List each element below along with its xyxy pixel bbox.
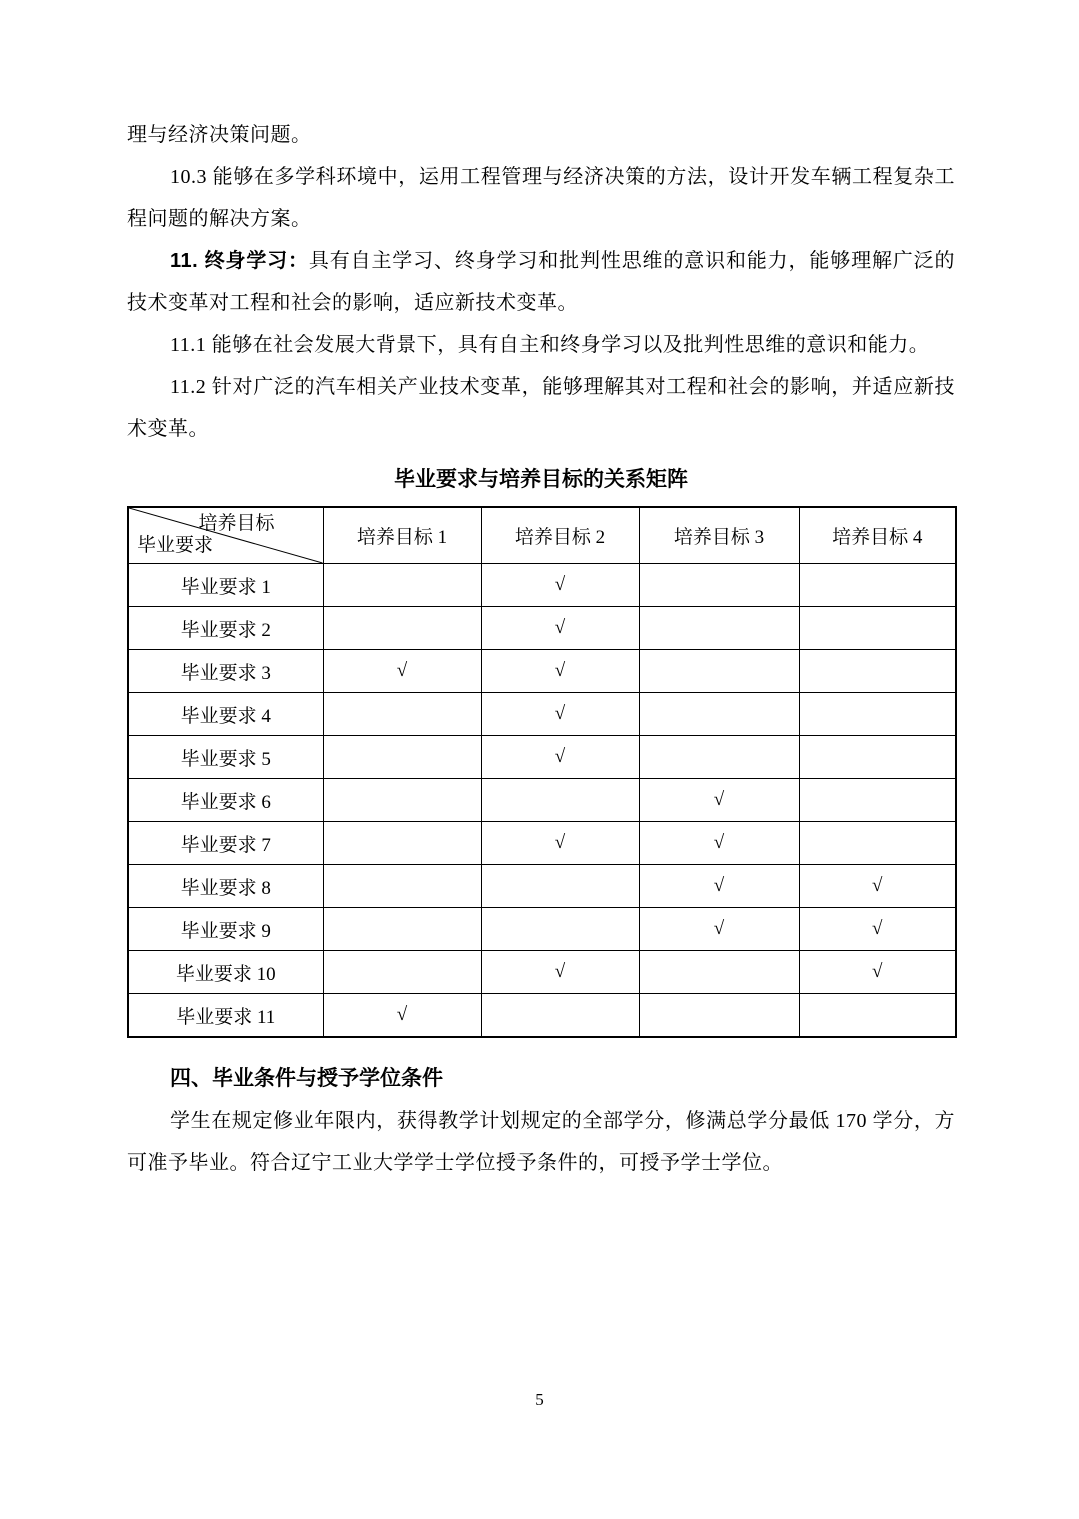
check-mark-cell: √ bbox=[481, 693, 639, 736]
empty-cell bbox=[481, 779, 639, 822]
empty-cell bbox=[323, 951, 481, 994]
check-mark-cell: √ bbox=[639, 779, 799, 822]
empty-cell bbox=[799, 779, 956, 822]
check-mark-cell: √ bbox=[323, 650, 481, 693]
document-content bbox=[127, 114, 955, 1184]
paragraph-graduation-conditions bbox=[127, 1100, 955, 1184]
empty-cell bbox=[481, 994, 639, 1038]
table-row bbox=[128, 693, 956, 736]
paragraph-11-1 bbox=[127, 324, 955, 366]
check-mark-cell: √ bbox=[639, 908, 799, 951]
check-mark-cell: √ bbox=[481, 650, 639, 693]
table-row bbox=[128, 564, 956, 607]
empty-cell bbox=[323, 779, 481, 822]
empty-cell bbox=[799, 650, 956, 693]
row-label: 毕业要求 7 bbox=[128, 822, 323, 865]
empty-cell bbox=[639, 650, 799, 693]
table-row bbox=[128, 650, 956, 693]
section-heading: 四、毕业条件与授予学位条件 bbox=[170, 1067, 443, 1090]
relation-matrix-table bbox=[127, 506, 957, 1038]
empty-cell bbox=[323, 822, 481, 865]
column-header-objective-4: 培养目标 4 bbox=[799, 507, 956, 564]
empty-cell bbox=[323, 564, 481, 607]
check-mark-cell: √ bbox=[481, 951, 639, 994]
empty-cell bbox=[323, 908, 481, 951]
empty-cell bbox=[799, 693, 956, 736]
row-label: 毕业要求 3 bbox=[128, 650, 323, 693]
check-mark-cell: √ bbox=[639, 822, 799, 865]
check-mark-cell: √ bbox=[481, 822, 639, 865]
paragraph-lead-bold: 11. 终身学习： bbox=[170, 250, 309, 272]
check-mark-cell: √ bbox=[481, 564, 639, 607]
table-title: 毕业要求与培养目标的关系矩阵 bbox=[394, 468, 688, 491]
empty-cell bbox=[639, 607, 799, 650]
table-row bbox=[128, 908, 956, 951]
paragraph-text: 11.2 针对广泛的汽车相关产业技术变革，能够理解其对工程和社会的影响，并适应新技术变革。 bbox=[127, 376, 955, 440]
paragraph-text: 10.3 能够在多学科环境中，运用工程管理与经济决策的方法，设计开发车辆工程复杂工程问题的解决方案。 bbox=[127, 166, 955, 230]
paragraph-text: 理与经济决策问题。 bbox=[127, 124, 312, 146]
check-mark-cell: √ bbox=[799, 908, 956, 951]
paragraph-text: 11.1 能够在社会发展大背景下，具有自主和终身学习以及批判性思维的意识和能力。 bbox=[170, 334, 930, 356]
empty-cell bbox=[323, 693, 481, 736]
check-mark-cell: √ bbox=[799, 951, 956, 994]
table-header-row bbox=[128, 507, 956, 564]
empty-cell bbox=[799, 607, 956, 650]
table-row bbox=[128, 779, 956, 822]
check-mark-cell: √ bbox=[799, 865, 956, 908]
table-row bbox=[128, 736, 956, 779]
table-row bbox=[128, 607, 956, 650]
table-row bbox=[128, 951, 956, 994]
empty-cell bbox=[799, 736, 956, 779]
row-label: 毕业要求 5 bbox=[128, 736, 323, 779]
table-row bbox=[128, 994, 956, 1038]
paragraph-text: 学生在规定修业年限内，获得教学计划规定的全部学分，修满总学分最低 170 学分，方可准予毕业。符合辽宁工业大学学士学位授予条件的，可授予学士学位。 bbox=[127, 1110, 955, 1174]
column-header-objective-3: 培养目标 3 bbox=[639, 507, 799, 564]
check-mark-cell: √ bbox=[639, 865, 799, 908]
row-label: 毕业要求 10 bbox=[128, 951, 323, 994]
row-label: 毕业要求 2 bbox=[128, 607, 323, 650]
empty-cell bbox=[481, 865, 639, 908]
empty-cell bbox=[639, 693, 799, 736]
check-mark-cell: √ bbox=[481, 736, 639, 779]
table-row bbox=[128, 822, 956, 865]
paragraph-continuation bbox=[127, 114, 955, 156]
check-mark-cell: √ bbox=[323, 994, 481, 1038]
row-label: 毕业要求 8 bbox=[128, 865, 323, 908]
column-header-objective-1: 培养目标 1 bbox=[323, 507, 481, 564]
paragraph-11 bbox=[127, 240, 955, 324]
empty-cell bbox=[799, 994, 956, 1038]
row-label: 毕业要求 9 bbox=[128, 908, 323, 951]
empty-cell bbox=[639, 951, 799, 994]
paragraph-11-2 bbox=[127, 366, 955, 450]
empty-cell bbox=[639, 564, 799, 607]
row-label: 毕业要求 1 bbox=[128, 564, 323, 607]
table-row bbox=[128, 865, 956, 908]
corner-label-objectives: 培养目标 bbox=[198, 513, 275, 534]
empty-cell bbox=[799, 564, 956, 607]
empty-cell bbox=[639, 736, 799, 779]
check-mark-cell: √ bbox=[481, 607, 639, 650]
row-label: 毕业要求 11 bbox=[128, 994, 323, 1038]
row-label: 毕业要求 4 bbox=[128, 693, 323, 736]
page-number: 5 bbox=[535, 1390, 544, 1409]
empty-cell bbox=[799, 822, 956, 865]
empty-cell bbox=[639, 994, 799, 1038]
empty-cell bbox=[323, 865, 481, 908]
paragraph-10-3 bbox=[127, 156, 955, 240]
corner-label-requirements: 毕业要求 bbox=[137, 535, 214, 556]
empty-cell bbox=[481, 908, 639, 951]
empty-cell bbox=[323, 736, 481, 779]
paragraph-text: 具有自主学习、终身学习和批判性思维的意识和能力，能够理解广泛的技术变革对工程和社会的影响，适应新技术变革。 bbox=[127, 250, 956, 314]
column-header-objective-2: 培养目标 2 bbox=[481, 507, 639, 564]
empty-cell bbox=[323, 607, 481, 650]
row-label: 毕业要求 6 bbox=[128, 779, 323, 822]
corner-header-cell bbox=[128, 507, 323, 564]
